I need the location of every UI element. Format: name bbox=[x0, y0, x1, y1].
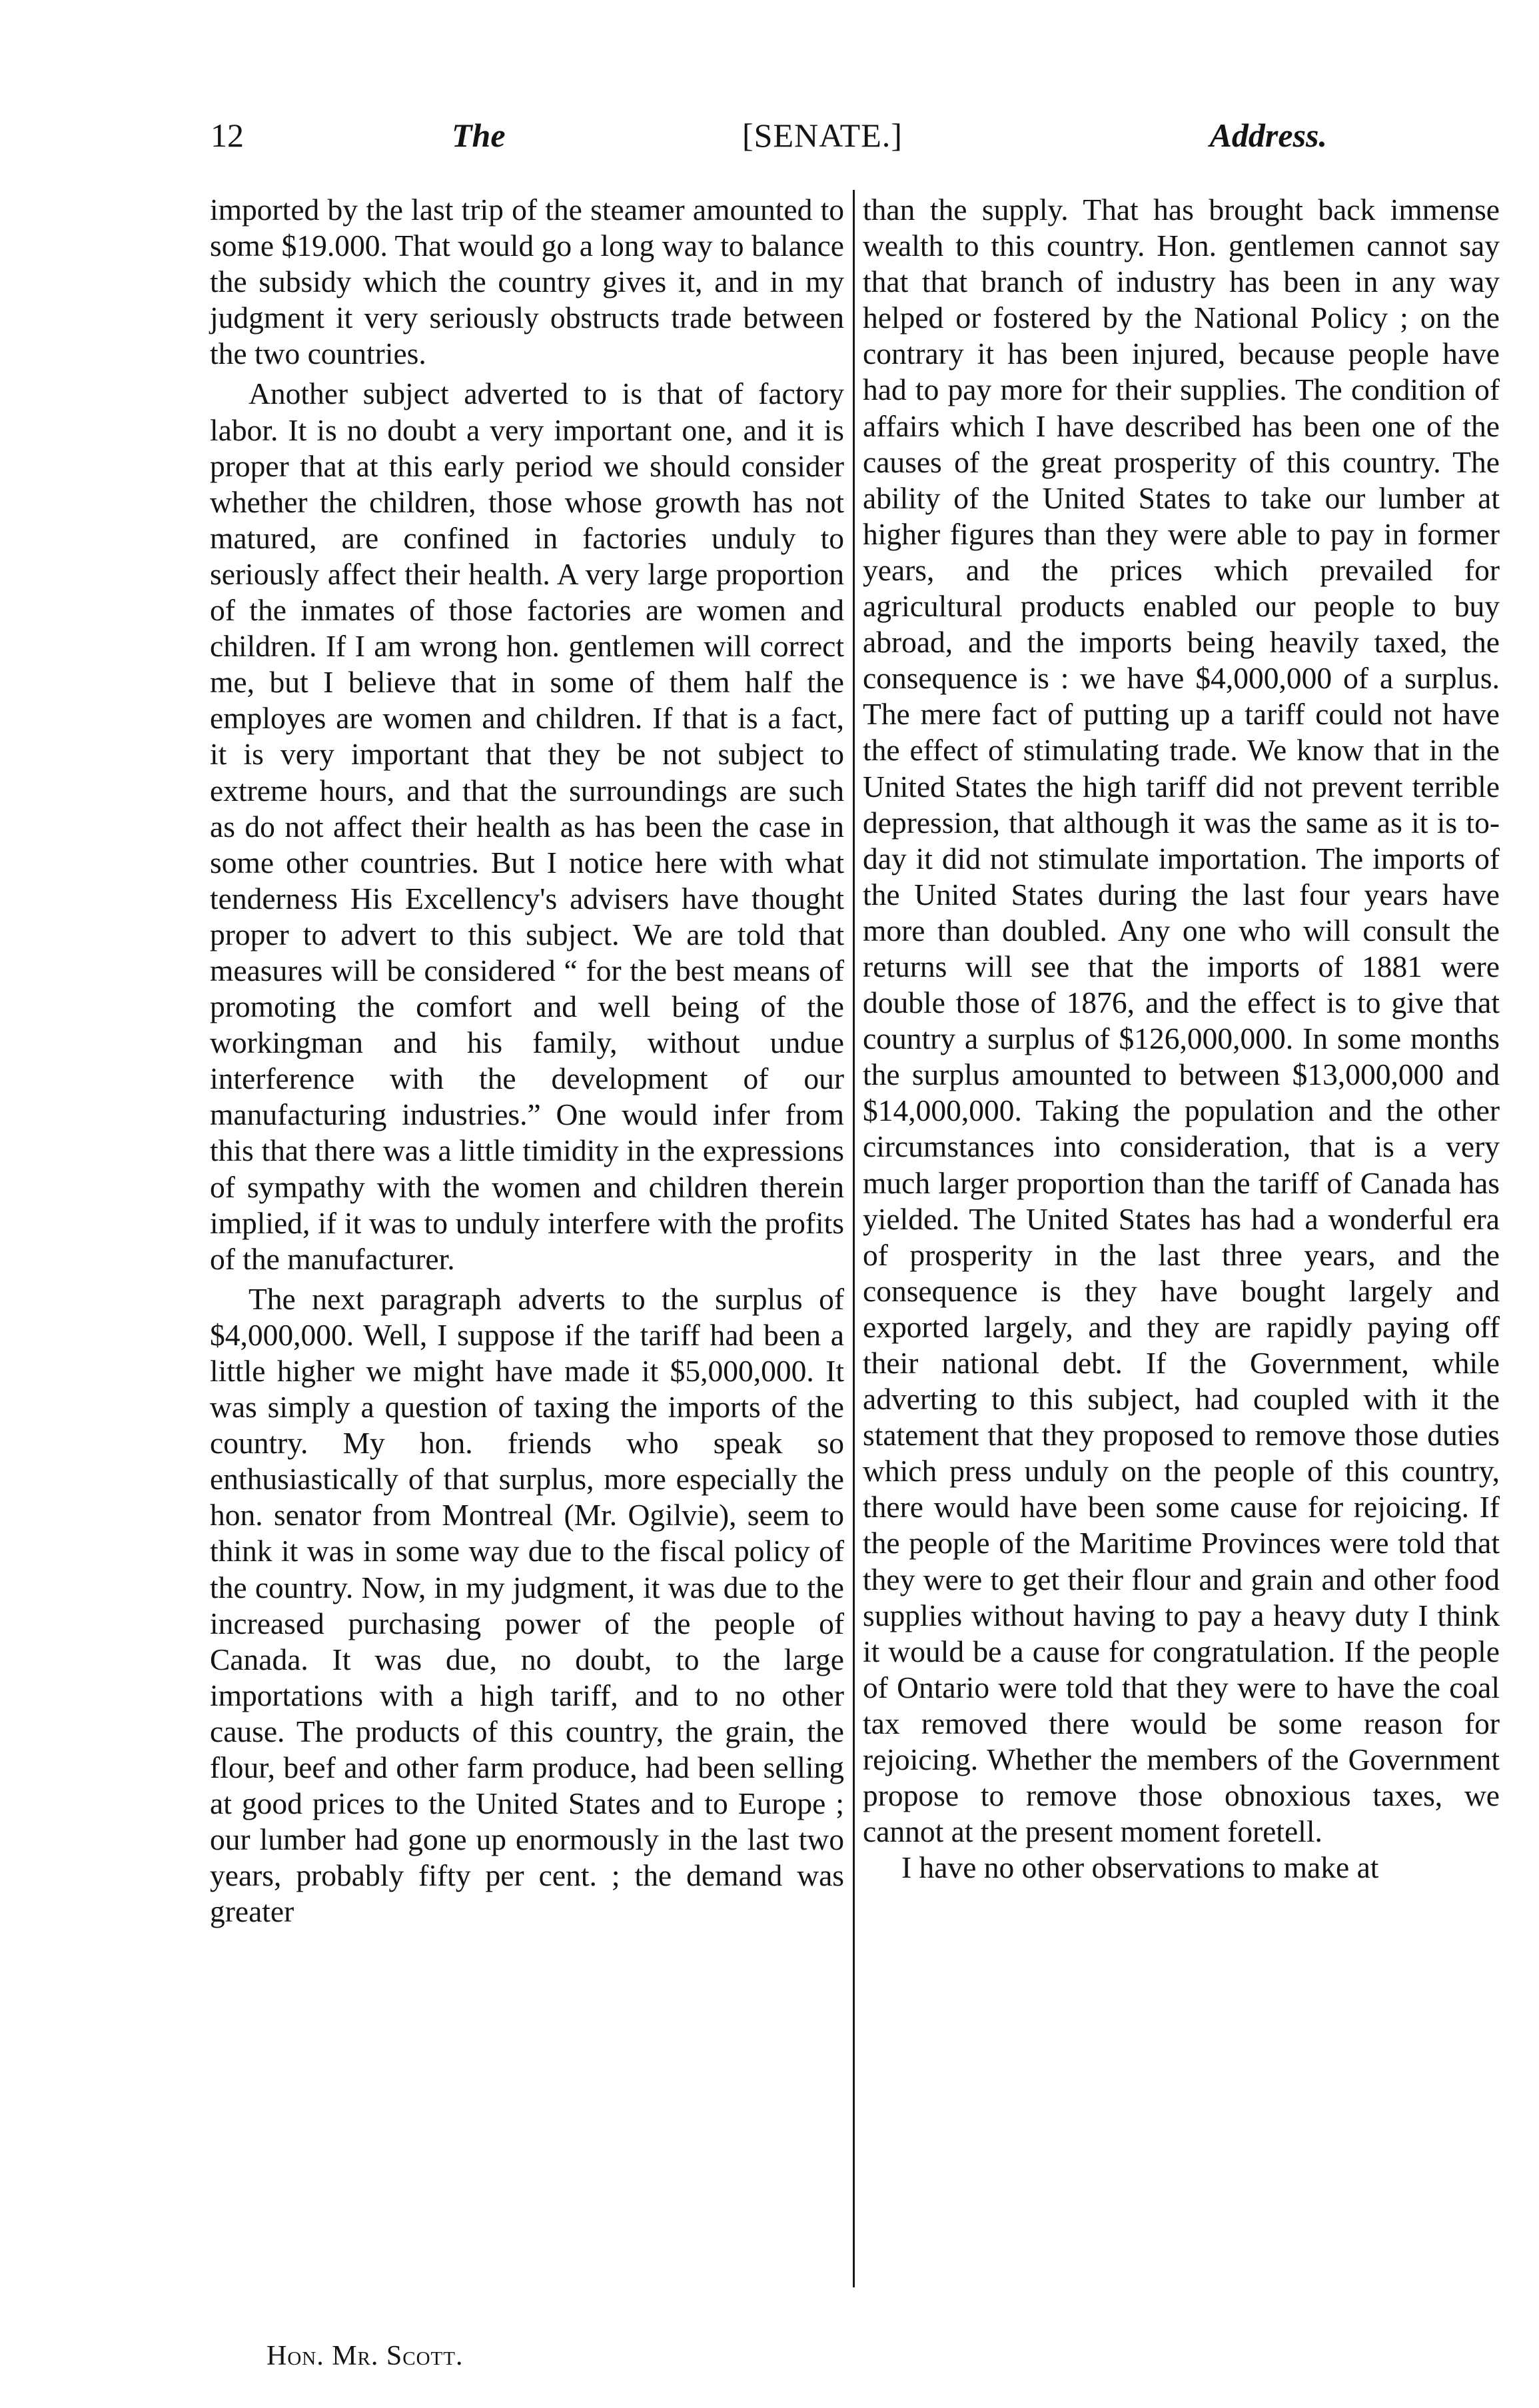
running-title-left: The bbox=[452, 117, 506, 154]
left-paragraph-1: imported by the last trip of the steamer amounted to some $19.000. That would go a long way to balance the subsidy which the country gives it, and in my judgment it very seriously obstructs trade between the two countries. bbox=[210, 193, 844, 371]
right-paragraph-2: I have no other observations to make at bbox=[901, 1850, 1379, 1885]
running-header bbox=[211, 112, 1327, 159]
left-paragraph-3: The next paragraph adverts to the surplus of $4,000,000. Well, I suppose if the tariff had been a little higher we might have made it $5,000,000. It was simply a question of taxing the imports of the country. My hon. friends who speak so enthusiastically of that surplus, more especially the hon. senator from Montreal (Mr. Ogilvie), seem to think it was in some way due to the fiscal policy of the country. Now, in my judgment, it was due to the increased purchasing power of the people of Canada. It was due, no doubt, to the large importations with a high tariff, and to no other cause. The products of this country, the grain, the flour, beef and other farm produce, had been selling at good prices to the United States and to Europe ; our lumber had gone up enormously in the last two years, probably fifty per cent. ; the demand was greater bbox=[210, 1281, 844, 1929]
running-title-center: [SENATE.] bbox=[742, 117, 903, 154]
page-number: 12 bbox=[211, 117, 244, 154]
right-column bbox=[863, 192, 1500, 1886]
column-divider bbox=[853, 190, 855, 2287]
right-paragraph-1: than the supply. That has brought back immense wealth to this country. Hon. gentlemen cannot say that that branch of industry has been in any way helped or fostered by the National Policy ; on the contrary it has been injured, because people have had to pay more for their supplies. The condition of affairs which I have described has been one of the causes of the great prosperity of this country. The ability of the United States to take our lumber at higher figures than they were able to pay in former years, and the prices which prevailed for agricultural products enabled our people to buy abroad, and the imports being heavily taxed, the consequence is : we have $4,000,000 of a surplus. The mere fact of putting up a tariff could not have the effect of stimulating trade. We know that in the United States the high tariff did not prevent terrible depression, that although it was the same as it is to-day it did not stimulate importation. The imports of the United States during the last four years have more than doubled. Any one who will consult the returns will see that the imports of 1881 were double those of 1876, and the effect is to give that country a surplus of $126,000,000. In some months the surplus amounted to between $13,000,000 and $14,000,000. Taking the population and the other circumstances into consideration, that is a very much larger proportion than the tariff of Canada has yielded. The United States has had a wonderful era of prosperity in the last three years, and the consequence is they have bought largely and exported largely, and they are rapidly paying off their national debt. If the Government, while adverting to this subject, had coupled with it the statement that they proposed to remove those duties which press unduly on the people of this country, there would have been some cause for rejoicing. If the people of the Maritime Provinces were told that they were to get their flour and grain and other food supplies without having to pay a heavy duty I think it would be a cause for congratulation. If the people of Ontario were told that they were to have the coal tax removed there would be some reason for rejoicing. Whether the members of the Government propose to remove those obnoxious taxes, we cannot at the present moment foretell. bbox=[863, 193, 1500, 1849]
left-column bbox=[210, 192, 844, 1930]
running-title-right: Address. bbox=[1209, 117, 1327, 154]
speaker-footer: Hon. Mr. Scott. bbox=[266, 2341, 464, 2371]
left-paragraph-2: Another subject adverted to is that of factory labor. It is no doubt a very important one, and it is proper that at this early period we should consider whether the children, those whose growth has not matured, are confined in factories unduly to seriously affect their health. A very large proportion of the inmates of those factories are women and children. If I am wrong hon. gentlemen will correct me, but I believe that in some of them half the employes are women and children. If that is a fact, it is very important that they be not subject to extreme hours, and that the surroundings are such as do not affect their health as has been the case in some other countries. But I notice here with what tenderness His Excellency's advisers have thought proper to advert to this subject. We are told that measures will be considered “ for the best means of promoting the comfort and well being of the workingman and his family, without undue interference with the development of our manufacturing industries.” One would infer from this that there was a little timidity in the expressions of sympathy with the women and children therein implied, if it was to unduly interfere with the profits of the manufacturer. bbox=[210, 376, 844, 1276]
